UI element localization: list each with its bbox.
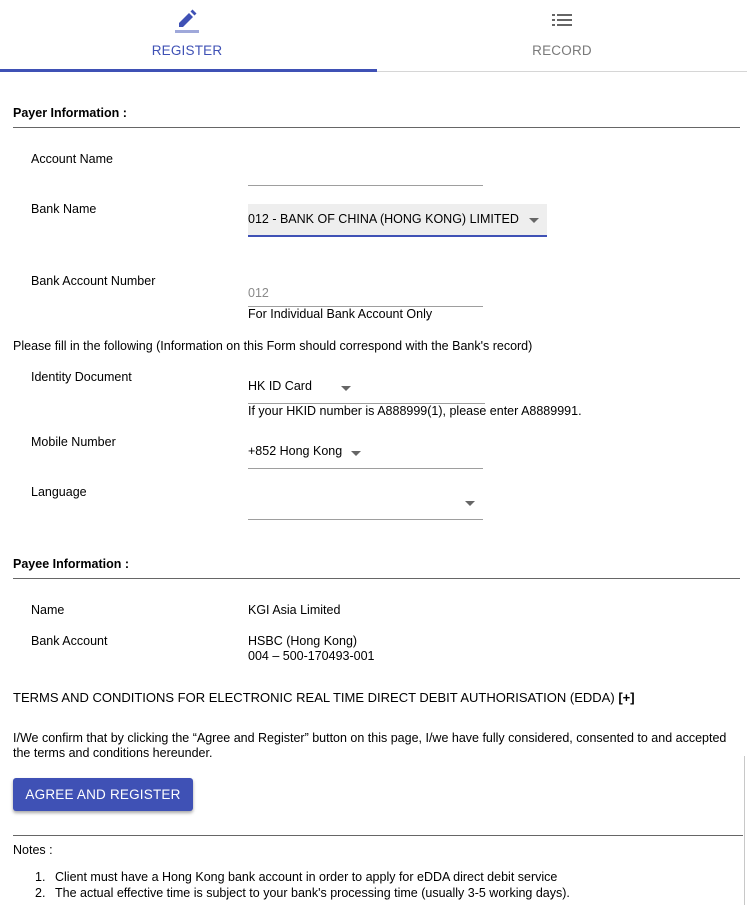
- language-label: Language: [31, 485, 87, 499]
- bank-account-hint: For Individual Bank Account Only: [248, 307, 433, 321]
- identity-document-select[interactable]: [248, 379, 485, 403]
- identity-document-value: HK ID Card: [248, 379, 312, 393]
- mobile-number-value: +852 Hong Kong: [248, 444, 343, 458]
- payee-section-title: Payee Information :: [13, 557, 129, 571]
- note-text: Client must have a Hong Kong bank account in order to apply for eDDA direct debit service: [55, 870, 558, 884]
- account-name-underline: [248, 185, 483, 186]
- tab-record-label: RECORD: [532, 43, 592, 58]
- bank-account-input[interactable]: [270, 286, 483, 304]
- payer-section-title: Payer Information :: [13, 106, 127, 120]
- payee-bank-account-number: 004 – 500-170493-001: [248, 649, 375, 663]
- payee-divider: [13, 578, 740, 579]
- tab-bar: [0, 0, 747, 72]
- terms-confirm-line-2: the terms and conditions hereunder.: [13, 746, 213, 760]
- chevron-down-icon: [341, 386, 351, 391]
- payer-divider: [13, 127, 740, 128]
- terms-title: [13, 690, 635, 705]
- tab-register-label: REGISTER: [151, 43, 223, 58]
- chevron-down-icon: [529, 218, 539, 223]
- payee-name-value: KGI Asia Limited: [248, 603, 341, 617]
- mobile-number-underline: [248, 468, 483, 469]
- language-underline: [248, 519, 483, 520]
- scrollbar[interactable]: [744, 756, 745, 905]
- bank-account-prefix: 012: [248, 286, 269, 300]
- note-text: The actual effective time is subject to your bank's processing time (usually 3-5 working days).: [55, 886, 570, 900]
- note-number: 2.: [35, 886, 46, 900]
- fill-instruction: Please fill in the following (Information on this Form should correspond with the Bank's record): [13, 339, 533, 353]
- bank-name-select[interactable]: [248, 204, 547, 237]
- language-select[interactable]: [248, 495, 483, 519]
- bank-name-label: Bank Name: [31, 202, 97, 216]
- note-number: 1.: [35, 870, 46, 884]
- identity-document-label: Identity Document: [31, 370, 132, 384]
- identity-document-hint: If your HKID number is A888999(1), please enter A8889991.: [248, 404, 582, 418]
- notes-divider: [13, 835, 743, 836]
- terms-confirm-line-1: I/We confirm that by clicking the “Agree and Register” button on this page, I/we have fully considered, consented to and accepted: [13, 731, 727, 745]
- list-item: [35, 885, 570, 901]
- tab-register[interactable]: [0, 0, 374, 72]
- payee-bank-account-label: Bank Account: [31, 634, 108, 648]
- mobile-number-select[interactable]: [248, 444, 483, 468]
- chevron-down-icon: [351, 451, 361, 456]
- active-tab-indicator: [0, 69, 377, 72]
- notes-title: Notes :: [13, 843, 53, 857]
- agree-and-register-button[interactable]: AGREE AND REGISTER: [13, 778, 193, 811]
- bank-name-value: 012 - BANK OF CHINA (HONG KONG) LIMITED: [248, 212, 519, 226]
- terms-expand-toggle[interactable]: [+]: [618, 690, 635, 705]
- payee-bank-name: HSBC (Hong Kong): [248, 634, 358, 648]
- bank-account-label: Bank Account Number: [31, 274, 156, 288]
- mobile-number-label: Mobile Number: [31, 435, 116, 449]
- list-item: [35, 869, 570, 885]
- pencil-icon: [174, 6, 200, 34]
- account-name-label: Account Name: [31, 152, 113, 166]
- chevron-down-icon: [465, 501, 475, 506]
- list-icon: [549, 6, 575, 34]
- notes-list: [35, 869, 570, 901]
- tab-record[interactable]: [377, 0, 747, 72]
- payee-name-label: Name: [31, 603, 65, 617]
- terms-title-text: TERMS AND CONDITIONS FOR ELECTRONIC REAL TIME DIRECT DEBIT AUTHORISATION (EDDA): [13, 690, 615, 705]
- account-name-input[interactable]: [248, 168, 483, 186]
